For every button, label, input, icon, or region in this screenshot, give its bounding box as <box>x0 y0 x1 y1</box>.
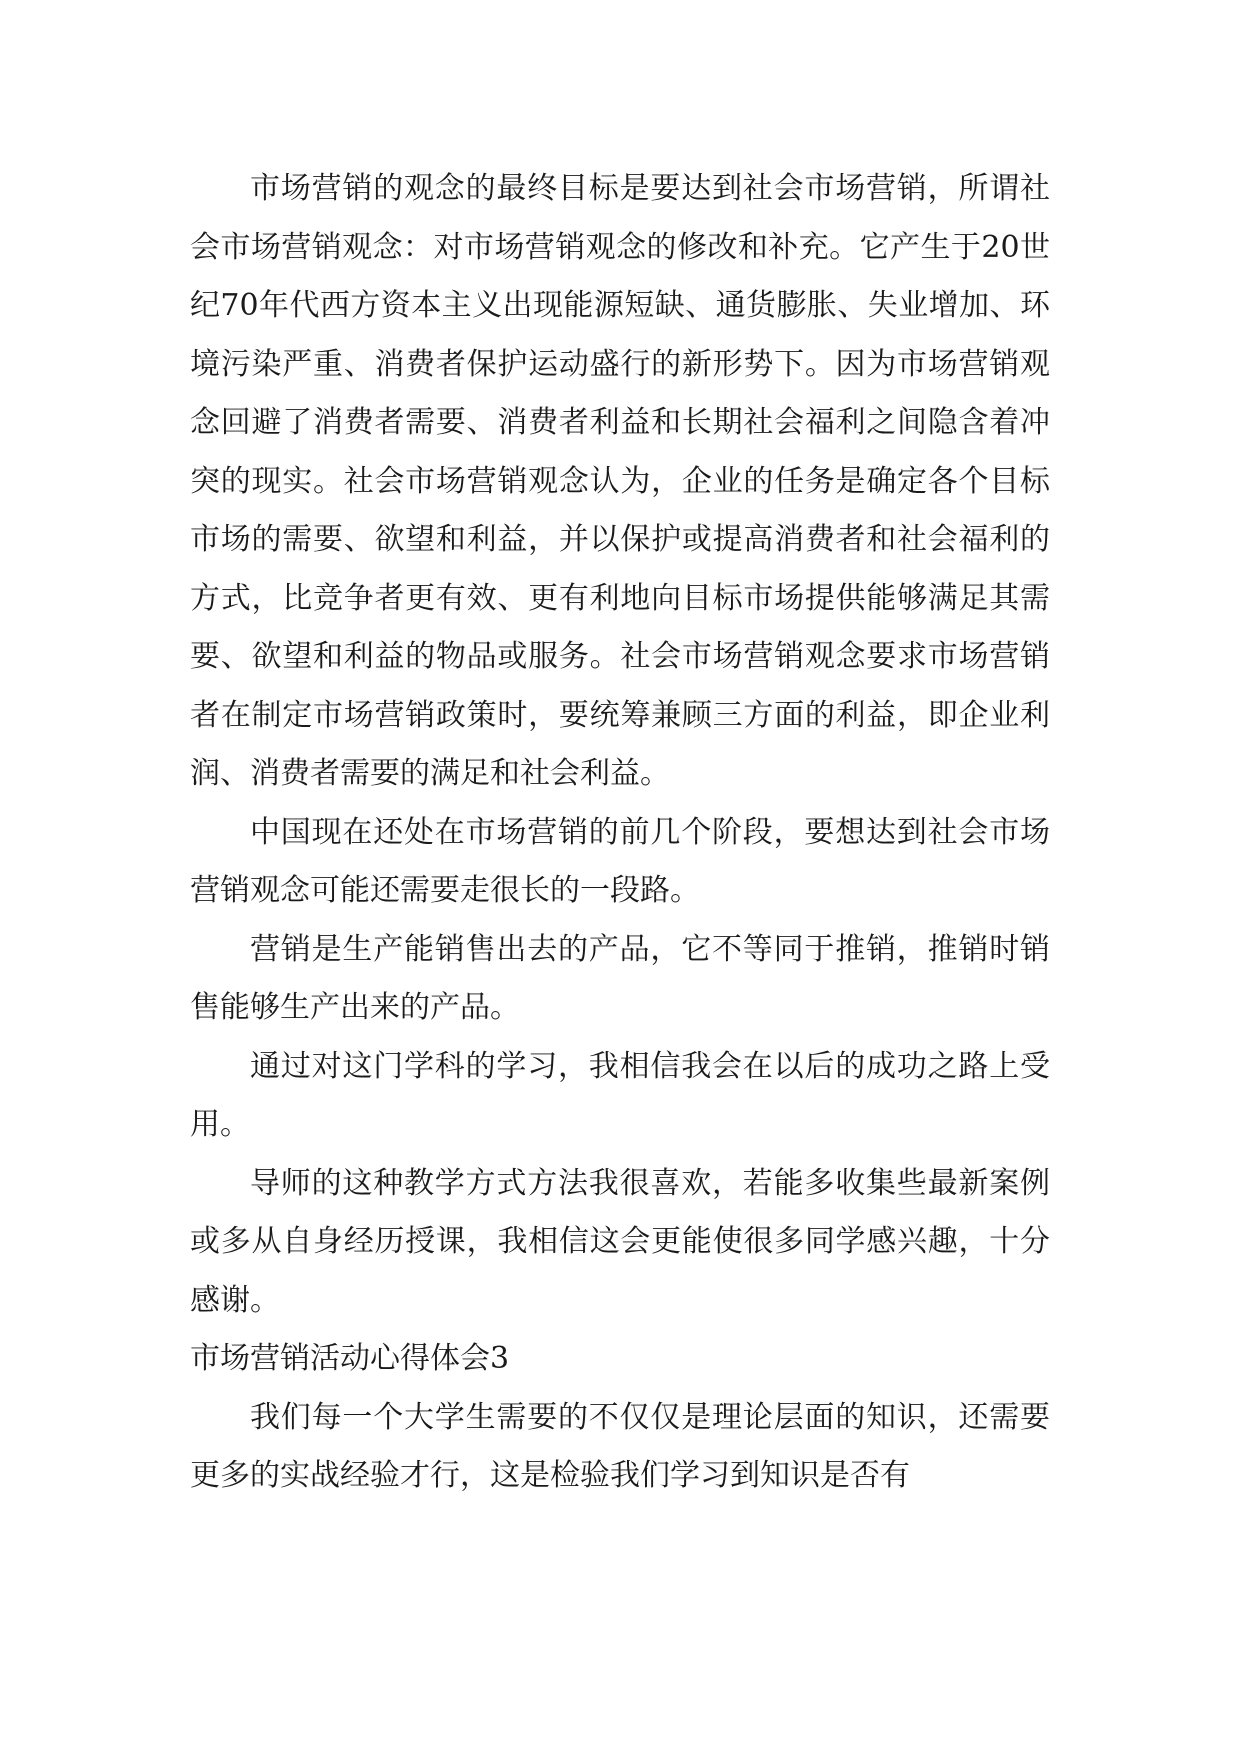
paragraph-practical-experience: 我们每一个大学生需要的不仅仅是理论层面的知识，还需要更多的实战经验才行，这是检验我们学习到知识是否有 <box>190 1399 1050 1493</box>
paragraph-china-marketing-stage: 中国现在还处在市场营销的前几个阶段，要想达到社会市场营销观念可能还需要走很长的一段路。 <box>190 814 1050 908</box>
document-body <box>190 160 1050 1506</box>
paragraph-learning-benefit: 通过对这门学科的学习，我相信我会在以后的成功之路上受用。 <box>190 1048 1050 1142</box>
paragraph-marketing-vs-selling: 营销是生产能销售出去的产品，它不等同于推销，推销时销售能够生产出来的产品。 <box>190 931 1050 1025</box>
paragraph-social-marketing-concept: 市场营销的观念的最终目标是要达到社会市场营销，所谓社会市场营销观念：对市场营销观念的修改和补充。它产生于20世纪70年代西方资本主义出现能源短缺、通货膨胀、失业增加、环境污染严重、消费者保护运动盛行的新形势下。因为市场营销观念回避了消费者需要、消费者利益和长期社会福利之间隐含着冲突的现实。社会市场营销观念认为，企业的任务是确定各个目标市场的需要、欲望和利益，并以保护或提高消费者和社会福利的方式，比竞争者更有效、更有利地向目标市场提供能够满足其需要、欲望和利益的物品或服务。社会市场营销观念要求市场营销者在制定市场营销政策时，要统筹兼顾三方面的利益，即企业利润、消费者需要的满足和社会利益。 <box>190 171 1050 791</box>
section-heading: 市场营销活动心得体会3 <box>190 1341 510 1376</box>
paragraph-teacher-feedback: 导师的这种教学方式方法我很喜欢，若能多收集些最新案例或多从自身经历授课，我相信这会更能使很多同学感兴趣，十分感谢。 <box>190 1165 1050 1318</box>
